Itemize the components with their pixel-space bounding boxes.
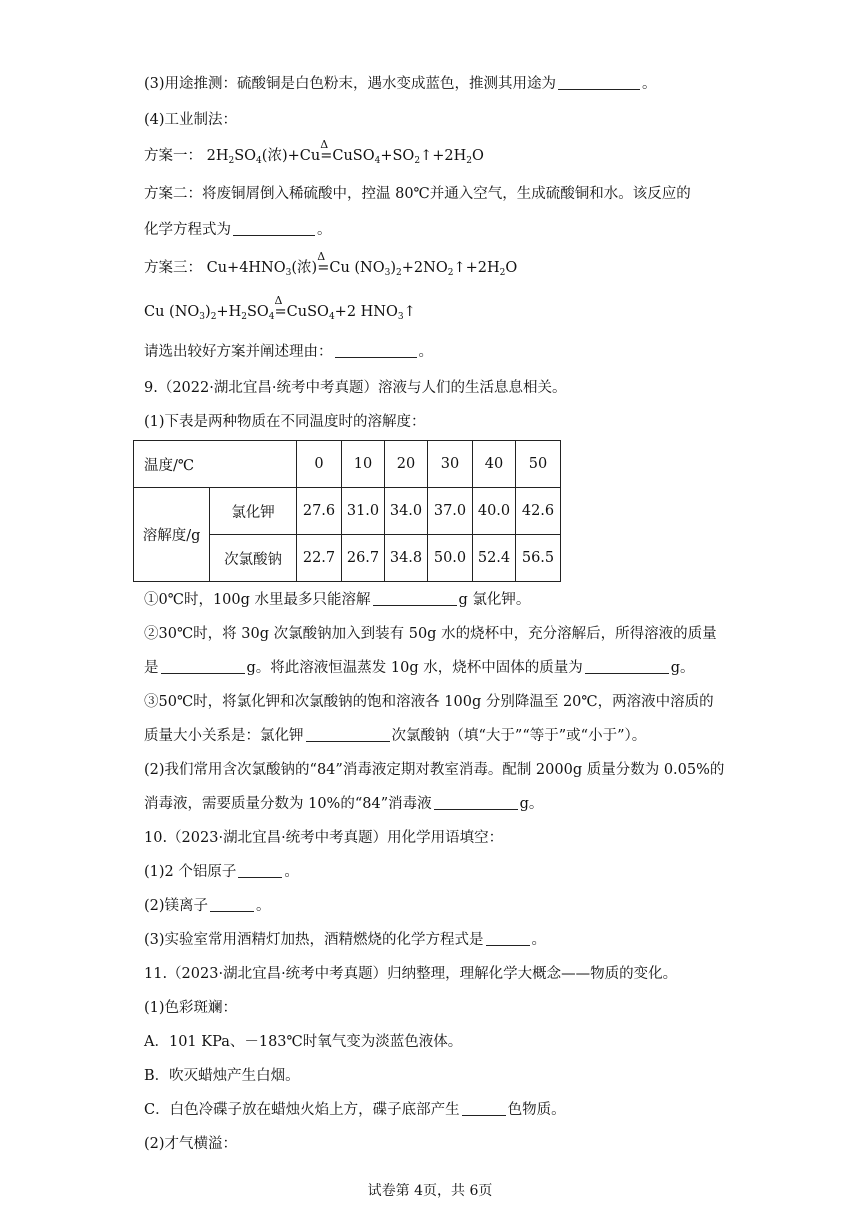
table-cell: 34.8 [385,535,428,582]
q10-part1: (1)2 个铝原子 。 [144,864,299,880]
table-row [134,488,561,535]
q10-part3: (3)实验室常用酒精灯加热，酒精燃烧的化学方程式是 。 [144,932,547,948]
q11-option-a: A．101 KPa、－183℃时氧气变为淡蓝色液体。 [144,1034,463,1050]
table-cell: 27.6 [297,488,342,535]
q9-item3-line1: ③50℃时，将氯化钾和次氯酸钠的饱和溶液各 100g 分别降温至 20℃，两溶液中溶质的 [144,694,714,710]
scheme-three-eq1: 方案三： $Cu+4HNO_3$(浓) Δ =Cu $(NO_3)_2+2NO_2↑+2H_2O$ [144,250,518,278]
table-cell: 22.7 [297,535,342,582]
answer-blank[interactable] [210,897,254,912]
table-cell: 50 [516,441,561,488]
table-cell: 56.5 [516,535,561,582]
answer-blank[interactable] [558,75,640,90]
answer-blank[interactable] [434,795,518,810]
answer-blank[interactable] [233,221,315,236]
solubility-label: 溶解度/g [134,488,210,582]
page-footer: 试卷第 4页，共 6页 [367,1183,493,1199]
q9-item2-line1: ②30℃时，将 30g 次氯酸钠加入到装有 50g 水的烧杯中，充分溶解后，所得溶液的质量 [144,626,717,642]
table-cell: 40.0 [473,488,516,535]
q11-option-c: C．白色冷碟子放在蜡烛火焰上方，碟子底部产生 色物质。 [144,1102,566,1118]
q11-option-b: B．吹灭蜡烛产生白烟。 [144,1068,300,1084]
q9-part1: (1)下表是两种物质在不同温度时的溶解度： [144,414,426,430]
heat-condition: Δ = [274,294,287,320]
answer-blank[interactable] [462,1101,506,1116]
table-cell: 42.6 [516,488,561,535]
q9-item1: ①0℃时，100g 水里最多只能溶解 g 氯化钾。 [144,592,531,608]
q8-part3: (3)用途推测：硫酸铜是白色粉末，遇水变成蓝色，推测其用途为 。 [144,76,657,92]
q9-part2-line1: (2)我们常用含次氯酸钠的“84”消毒液定期对教室消毒。配制 2000g 质量分数为 0.05%的 [144,762,725,778]
heat-condition: Δ = [317,250,330,276]
scheme-two-line1: 方案二：将废铜屑倒入稀硫酸中，控温 80℃并通入空气，生成硫酸铜和水。该反应的 [144,186,691,202]
q10-part2: (2)镁离子 。 [144,898,271,914]
table-row [134,441,561,488]
table-cell: 52.4 [473,535,516,582]
table-cell: 37.0 [428,488,473,535]
answer-blank[interactable] [306,727,390,742]
answer-blank[interactable] [486,931,530,946]
table-cell: 31.0 [342,488,385,535]
answer-blank[interactable] [161,659,245,674]
table-cell: 26.7 [342,535,385,582]
answer-blank[interactable] [373,591,457,606]
substance-name: 氯化钾 [210,488,297,535]
choose-scheme: 请选出较好方案并阐述理由： 。 [144,344,433,360]
answer-blank[interactable] [238,863,282,878]
table-cell: 30 [428,441,473,488]
table-cell: 40 [473,441,516,488]
scheme-two-line2: 化学方程式为 。 [144,222,332,238]
q10-title: 10.（2023·湖北宜昌·统考中考真题）用化学用语填空： [144,830,504,846]
table-cell: 20 [385,441,428,488]
q9-item2-line2: 是 g。将此溶液恒温蒸发 10g 水，烧杯中固体的质量为 g。 [144,660,695,676]
q11-part1: (1)色彩斑斓： [144,1000,238,1016]
q9-part2-line2: 消毒液，需要质量分数为 10%的“84”消毒液 g。 [144,796,544,812]
table-cell: 34.0 [385,488,428,535]
scheme-three-eq2: Cu $(NO_3)_2+H_2SO_4$ Δ =CuSO$_4$+2 $HNO_3↑$ [144,294,416,322]
table-cell: 0 [297,441,342,488]
q11-title: 11.（2023·湖北宜昌·统考中考真题）归纳整理，理解化学大概念——物质的变化。 [144,966,678,982]
q9-item3-line2: 质量大小关系是：氯化钾 次氯酸钠（填“大于”“等于”或“小于”）。 [144,728,647,744]
table-cell: 10 [342,441,385,488]
q9-title: 9.（2022·湖北宜昌·统考中考真题）溶液与人们的生活息息相关。 [144,380,567,396]
table-cell: 50.0 [428,535,473,582]
q11-part2: (2)才气横溢： [144,1136,238,1152]
heat-condition: Δ = [320,138,333,164]
scheme-one: 方案一： $2H_2SO_4$(浓)+Cu Δ $=CuSO_4+SO_2↑+2H_2O$ [144,138,484,166]
answer-blank[interactable] [585,659,669,674]
answer-blank[interactable] [335,343,417,358]
temp-header: 温度/℃ [134,441,297,488]
solubility-table [133,440,561,582]
substance-name: 次氯酸钠 [210,535,297,582]
q8-part4: (4)工业制法： [144,112,238,128]
